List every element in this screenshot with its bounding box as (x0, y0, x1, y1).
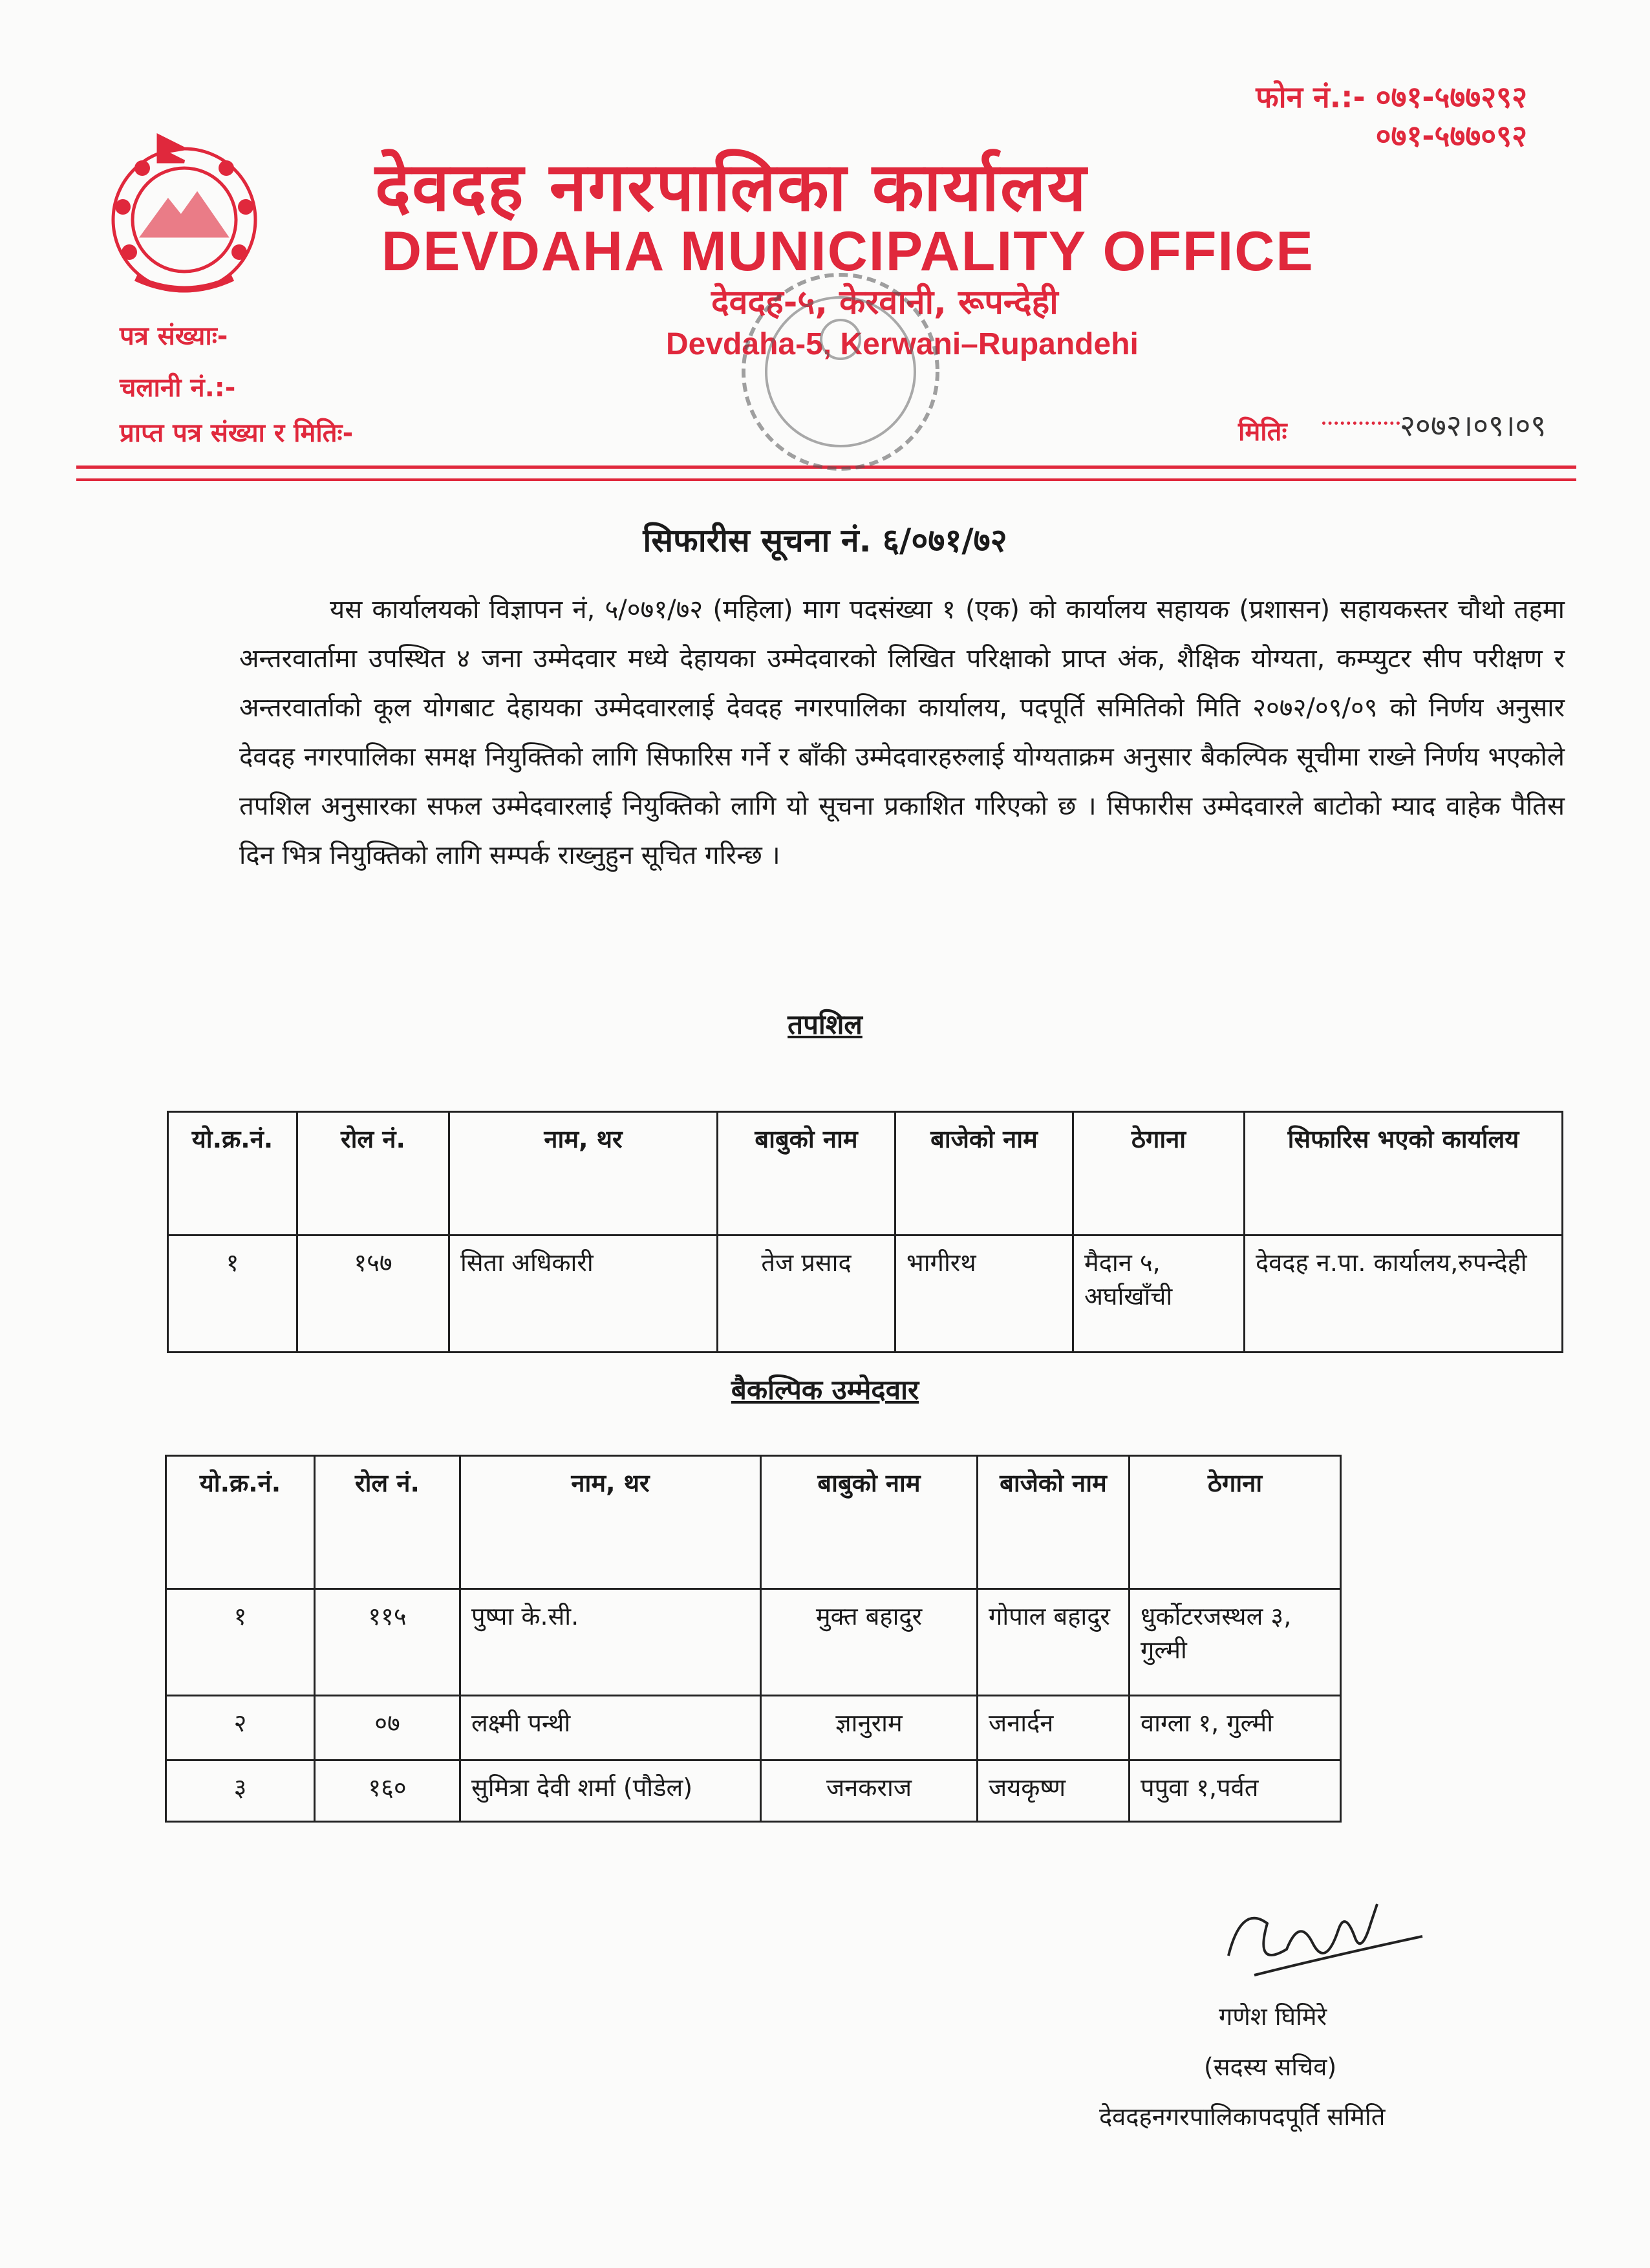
column-header: यो.क्र.नं. (168, 1112, 297, 1236)
alternate-candidates-heading: बैकल्पिक उम्मेदवार (731, 1374, 919, 1406)
office-title-nepali: देवदह नगरपालिका कार्यालय (375, 147, 1088, 226)
date-dotted-line (1322, 422, 1400, 425)
table-cell: ०७ (315, 1696, 460, 1760)
address-english: Devdaha-5, Kerwani–Rupandehi (666, 327, 1139, 361)
table-row (168, 1236, 1563, 1353)
letter-number-label: पत्र संख्याः- (120, 321, 228, 351)
table-cell: तेज प्रसाद (718, 1236, 895, 1353)
table-cell: भागीरथ (895, 1236, 1073, 1353)
table-cell: १ (166, 1589, 315, 1696)
handwritten-signature-icon (1216, 1878, 1429, 1995)
notice-body: यस कार्यालयको विज्ञापन नं, ५/०७१/७२ (महिला) माग पदसंख्या १ (एक) को कार्यालय सहायक (प्रशासन) सहायकस्तर चौथो तहमा अन्तरवार्तामा उपस्थित ४ जना उम्मेदवार मध्ये देहायका उम्मेदवारको लिखित परिक्षाको प्राप्त अंक, शैक्षिक योग्यता, कम्प्युटर सीप परीक्षण र अन्तरवार्ताको कूल योगबाट देहायका उम्मेदवारलाई देवदह नगरपालिका कार्यालय, पदपूर्ति समितिको मिति २०७२/०९/०९ को निर्णय अनुसार देवदह नगरपालिका समक्ष नियुक्तिको लागि सिफारिस गर्ने र बाँकी उम्मेदवारहरुलाई योग्यताक्रम अनुसार बैकल्पिक सूचीमा राख्ने निर्णय भएकोले तपशिल अनुसारका सफल उम्मेदवारलाई नियुक्तिको लागि यो सूचना प्रकाशित गरिएको छ । सिफारीस उम्मेदवारले बाटोको म्याद वाहेक पैतिस दिन भित्र नियुक्तिको लागि सम्पर्क राख्नुहुन सूचित गरिन्छ । (239, 595, 1565, 870)
column-header: सिफारिस भएको कार्यालय (1245, 1112, 1563, 1236)
table-cell: पपुवा १,पर्वत (1130, 1760, 1341, 1822)
column-header: रोल नं. (297, 1112, 449, 1236)
recommended-candidate-table (167, 1111, 1563, 1353)
date-label: मितिः (1238, 417, 1287, 447)
table-cell: १६० (315, 1760, 460, 1822)
table-cell: देवदह न.पा. कार्यालय,रुपन्देही (1245, 1236, 1563, 1353)
table-cell: पुष्पा के.सी. (460, 1589, 761, 1696)
address-nepali: देवदह-५, केरवानी, रूपन्देही (711, 283, 1058, 322)
dispatch-number-label: चलानी नं.:- (120, 373, 236, 403)
table-cell: जयकृष्ण (978, 1760, 1130, 1822)
table-cell: लक्ष्मी पन्थी (460, 1696, 761, 1760)
column-header: यो.क्र.नं. (166, 1456, 315, 1589)
table-cell: १ (168, 1236, 297, 1353)
column-header: नाम, थर (449, 1112, 718, 1236)
column-header: ठेगाना (1073, 1112, 1245, 1236)
table-cell: गोपाल बहादुर (978, 1589, 1130, 1696)
phone-number-2: ०७१-५७७०९२ (1375, 118, 1527, 153)
phone-number-1: फोन नं.:- ०७१-५७७२९२ (1256, 80, 1527, 114)
table-cell: सिता अधिकारी (449, 1236, 718, 1353)
table-row (166, 1589, 1341, 1696)
details-heading: तपशिल (788, 1009, 862, 1040)
nepal-emblem-icon (97, 123, 272, 304)
table-cell: धुर्कोटरजस्थल ३, गुल्मी (1130, 1589, 1341, 1696)
table-cell: मैदान ५, अर्घाखाँची (1073, 1236, 1245, 1353)
table-row (166, 1696, 1341, 1760)
table-header-row (168, 1112, 1563, 1236)
office-title-english: DEVDAHA MUNICIPALITY OFFICE (381, 220, 1314, 283)
table-cell: जनकराज (761, 1760, 978, 1822)
table-cell: वाग्ला १, गुल्मी (1130, 1696, 1341, 1760)
table-cell: सुमित्रा देवी शर्मा (पौडेल) (460, 1760, 761, 1822)
column-header: ठेगाना (1130, 1456, 1341, 1589)
date-value: २०७२।०९।०९ (1400, 408, 1547, 443)
table-cell: २ (166, 1696, 315, 1760)
table-cell: १५७ (297, 1236, 449, 1353)
notice-title: सिफारीस सूचना नं. ६/०७१/७२ (643, 522, 1007, 559)
signatory-organization: देवदहनगरपालिकापदपूर्ति समिति (1099, 2102, 1386, 2131)
column-header: बाजेको नाम (895, 1112, 1073, 1236)
received-letter-label: प्राप्त पत्र संख्या र मितिः- (120, 418, 354, 448)
column-header: बाबुको नाम (718, 1112, 895, 1236)
table-cell: ३ (166, 1760, 315, 1822)
signatory-role: (सदस्य सचिव) (1204, 2053, 1337, 2081)
column-header: रोल नं. (315, 1456, 460, 1589)
table-cell: ज्ञानुराम (761, 1696, 978, 1760)
table-cell: जनार्दन (978, 1696, 1130, 1760)
column-header: नाम, थर (460, 1456, 761, 1589)
column-header: बाजेको नाम (978, 1456, 1130, 1589)
table-cell: मुक्त बहादुर (761, 1589, 978, 1696)
table-row (166, 1760, 1341, 1822)
table-header-row (166, 1456, 1341, 1589)
office-stamp-icon (731, 262, 950, 482)
table-cell: ११५ (315, 1589, 460, 1696)
signatory-name: गणेश घिमिरे (1219, 2002, 1327, 2031)
alternate-candidate-table (165, 1455, 1342, 1823)
column-header: बाबुको नाम (761, 1456, 978, 1589)
